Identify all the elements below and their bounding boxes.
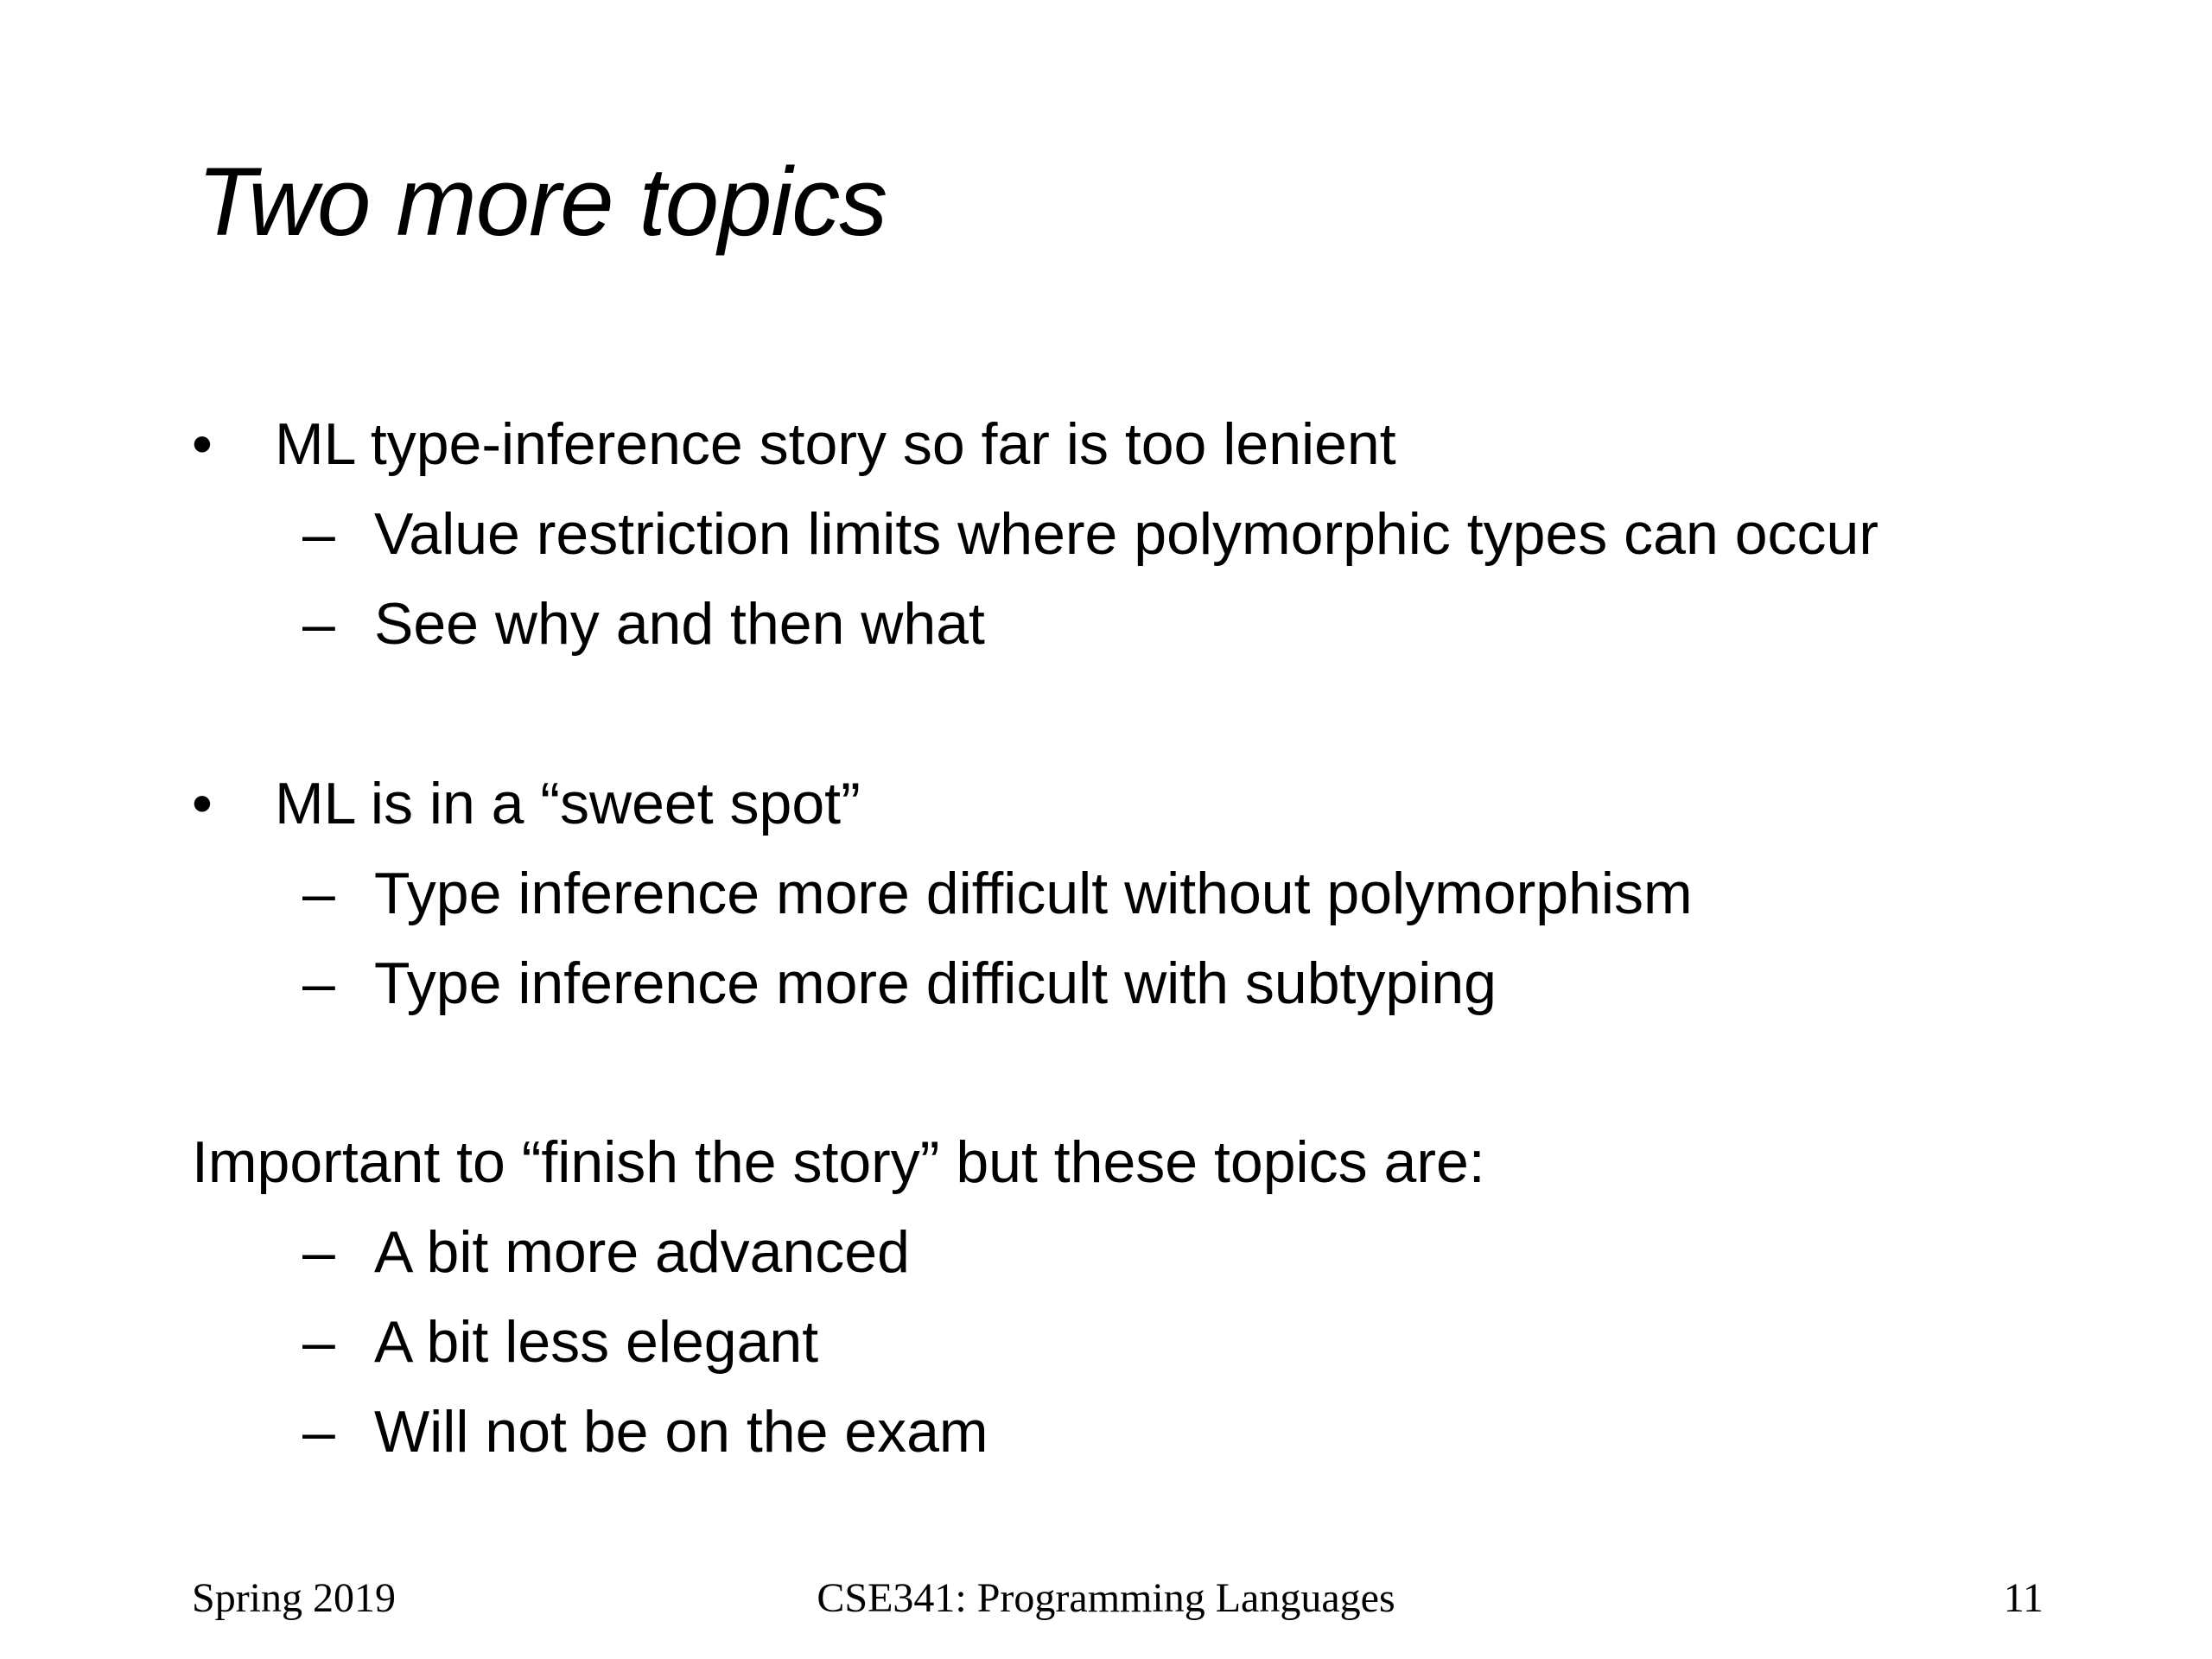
sub-bullet-marker: –: [302, 501, 335, 567]
sub-bullet-item: A bit more advanced: [374, 1219, 910, 1285]
sub-bullet-item: Type inference more difficult with subtyping: [374, 950, 1497, 1016]
bullet-item-2: ML is in a “sweet spot”: [275, 771, 861, 836]
sub-bullet-marker: –: [302, 1219, 335, 1285]
sub-bullet-item: A bit less elegant: [374, 1309, 819, 1375]
paragraph-text: Important to “finish the story” but these topics are:: [192, 1129, 1485, 1195]
bullet-item-1: ML type-inference story so far is too lenient: [275, 411, 1396, 477]
bullet-marker: •: [192, 771, 213, 836]
sub-bullet-marker: –: [302, 950, 335, 1016]
sub-bullet-marker: –: [302, 1309, 335, 1375]
sub-bullet-item: Will not be on the exam: [374, 1399, 988, 1465]
footer-page-number: 11: [2003, 1575, 2044, 1621]
footer-course: CSE341: Programming Languages: [817, 1575, 1395, 1621]
sub-bullet-marker: –: [302, 591, 335, 657]
sub-bullet-marker: –: [302, 861, 335, 926]
sub-bullet-item: Value restriction limits where polymorphic types can occur: [374, 501, 1878, 567]
slide-title: Two more topics: [197, 148, 887, 256]
bullet-marker: •: [192, 411, 213, 477]
sub-bullet-marker: –: [302, 1399, 335, 1465]
sub-bullet-item: Type inference more difficult without polymorphism: [374, 861, 1693, 926]
footer-term: Spring 2019: [192, 1575, 397, 1621]
sub-bullet-item: See why and then what: [374, 591, 985, 657]
